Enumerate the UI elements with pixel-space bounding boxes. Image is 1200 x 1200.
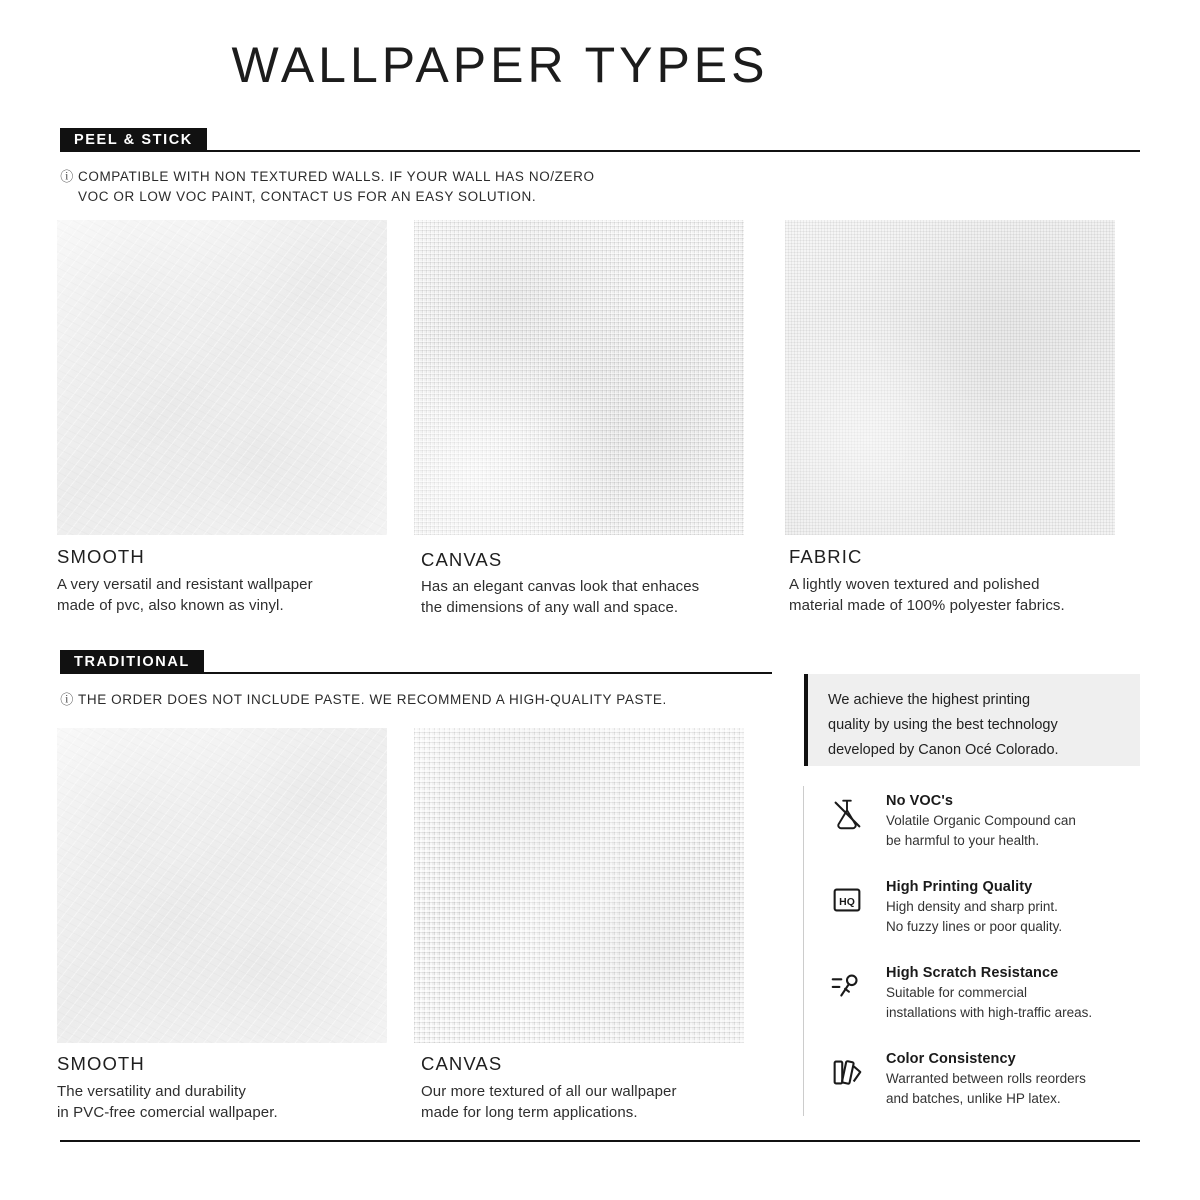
texture-canvas: [414, 728, 744, 1043]
desc-line-1: A lightly woven textured and polished: [789, 576, 1040, 593]
desc-line-2: made of pvc, also known as vinyl.: [57, 597, 284, 614]
desc-line-1: Suitable for commercial: [886, 985, 1028, 1000]
desc-line-2: and batches, unlike HP latex.: [886, 1090, 1061, 1106]
swatch-title-peel-smooth: SMOOTH: [57, 546, 145, 567]
desc-line-1: High density and sharp print.: [886, 899, 1058, 914]
desc-line-1: Warranted between rolls reorders: [886, 1071, 1086, 1086]
feature-title: Color Consistency: [886, 1051, 1016, 1067]
swatch-desc-traditional-smooth: [57, 1081, 402, 1123]
texture-smooth: [57, 220, 387, 535]
info-icon: ⓘ: [60, 169, 74, 184]
swatch-desc-traditional-canvas: [421, 1081, 771, 1123]
swatch-peel-canvas: [414, 220, 744, 535]
swatch-traditional-smooth: [57, 728, 387, 1043]
swatch-title-traditional-canvas: CANVAS: [421, 1053, 503, 1074]
desc-line-1: Volatile Organic Compound can: [886, 813, 1076, 828]
swatch-title-traditional-smooth: SMOOTH: [57, 1053, 145, 1074]
note-peel-stick: [60, 167, 760, 207]
texture-smooth: [57, 728, 387, 1043]
swatch-desc-peel-smooth: [57, 574, 402, 616]
desc-line-2: installations with high-traffic areas.: [886, 1004, 1093, 1020]
feature-desc: [886, 983, 1128, 1022]
quote-line-1: We achieve the highest printing: [828, 692, 1031, 708]
note-traditional: [60, 690, 780, 710]
desc-line-2: the dimensions of any wall and space.: [421, 599, 679, 616]
feature-title: High Scratch Resistance: [886, 965, 1059, 981]
feature-desc: [886, 1069, 1128, 1108]
section-header-peel-stick: [60, 128, 1140, 152]
info-icon: ⓘ: [60, 692, 74, 707]
quality-quote-text: [828, 688, 1120, 763]
section-rule: [204, 650, 772, 674]
swatch-title-peel-canvas: CANVAS: [421, 549, 503, 570]
quote-line-2: quality by using the best technology: [828, 717, 1058, 733]
section-tag-traditional: TRADITIONAL: [60, 650, 204, 674]
swatch-peel-smooth: [57, 220, 387, 535]
svg-text:HQ: HQ: [839, 896, 855, 908]
feature-title: No VOC's: [886, 793, 954, 809]
panel-divider: [803, 786, 804, 1116]
desc-line-2: be harmful to your health.: [886, 832, 1040, 848]
note-line-2: VOC OR LOW VOC PAINT, CONTACT US FOR AN EASY SOLUTION.: [78, 189, 537, 204]
texture-canvas: [414, 220, 744, 535]
note-line-1: COMPATIBLE WITH NON TEXTURED WALLS. IF YOUR WALL HAS NO/ZERO: [78, 169, 595, 184]
feature-desc: [886, 811, 1128, 850]
desc-line-2: made for long term applications.: [421, 1104, 638, 1121]
feature-title: High Printing Quality: [886, 879, 1033, 895]
texture-fabric: [785, 220, 1115, 535]
swatch-traditional-canvas: [414, 728, 744, 1043]
hq-print-icon: [828, 881, 866, 919]
swatch-peel-fabric: [785, 220, 1115, 535]
desc-line-2: No fuzzy lines or poor quality.: [886, 918, 1063, 934]
feature-color-consistency: [828, 1051, 1128, 1108]
feature-no-voc: [828, 793, 1128, 850]
desc-line-1: Our more textured of all our wallpaper: [421, 1083, 677, 1100]
feature-desc: [886, 897, 1128, 936]
no-voc-flask-icon: [828, 795, 866, 833]
bottom-rule: [60, 1140, 1140, 1142]
swatch-desc-peel-fabric: [789, 574, 1144, 616]
desc-line-1: The versatility and durability: [57, 1083, 246, 1100]
desc-line-1: A very versatil and resistant wallpaper: [57, 576, 313, 593]
feature-high-printing-quality: [828, 879, 1128, 936]
page-title: WALLPAPER TYPES: [231, 37, 769, 93]
scratch-resistance-icon: [828, 967, 866, 1005]
section-header-traditional: [60, 650, 772, 674]
desc-line-2: in PVC-free comercial wallpaper.: [57, 1104, 278, 1121]
swatch-title-peel-fabric: FABRIC: [789, 546, 863, 567]
section-tag-peel-stick: PEEL & STICK: [60, 128, 207, 152]
note-line-1: THE ORDER DOES NOT INCLUDE PASTE. WE RECOMMEND A HIGH-QUALITY PASTE.: [78, 692, 667, 707]
swatch-desc-peel-canvas: [421, 576, 771, 618]
quote-line-3: developed by Canon Océ Colorado.: [828, 742, 1059, 758]
color-consistency-icon: [828, 1053, 866, 1091]
feature-scratch-resistance: [828, 965, 1128, 1022]
desc-line-2: material made of 100% polyester fabrics.: [789, 597, 1065, 614]
section-rule: [207, 128, 1140, 152]
desc-line-1: Has an elegant canvas look that enhaces: [421, 578, 700, 595]
